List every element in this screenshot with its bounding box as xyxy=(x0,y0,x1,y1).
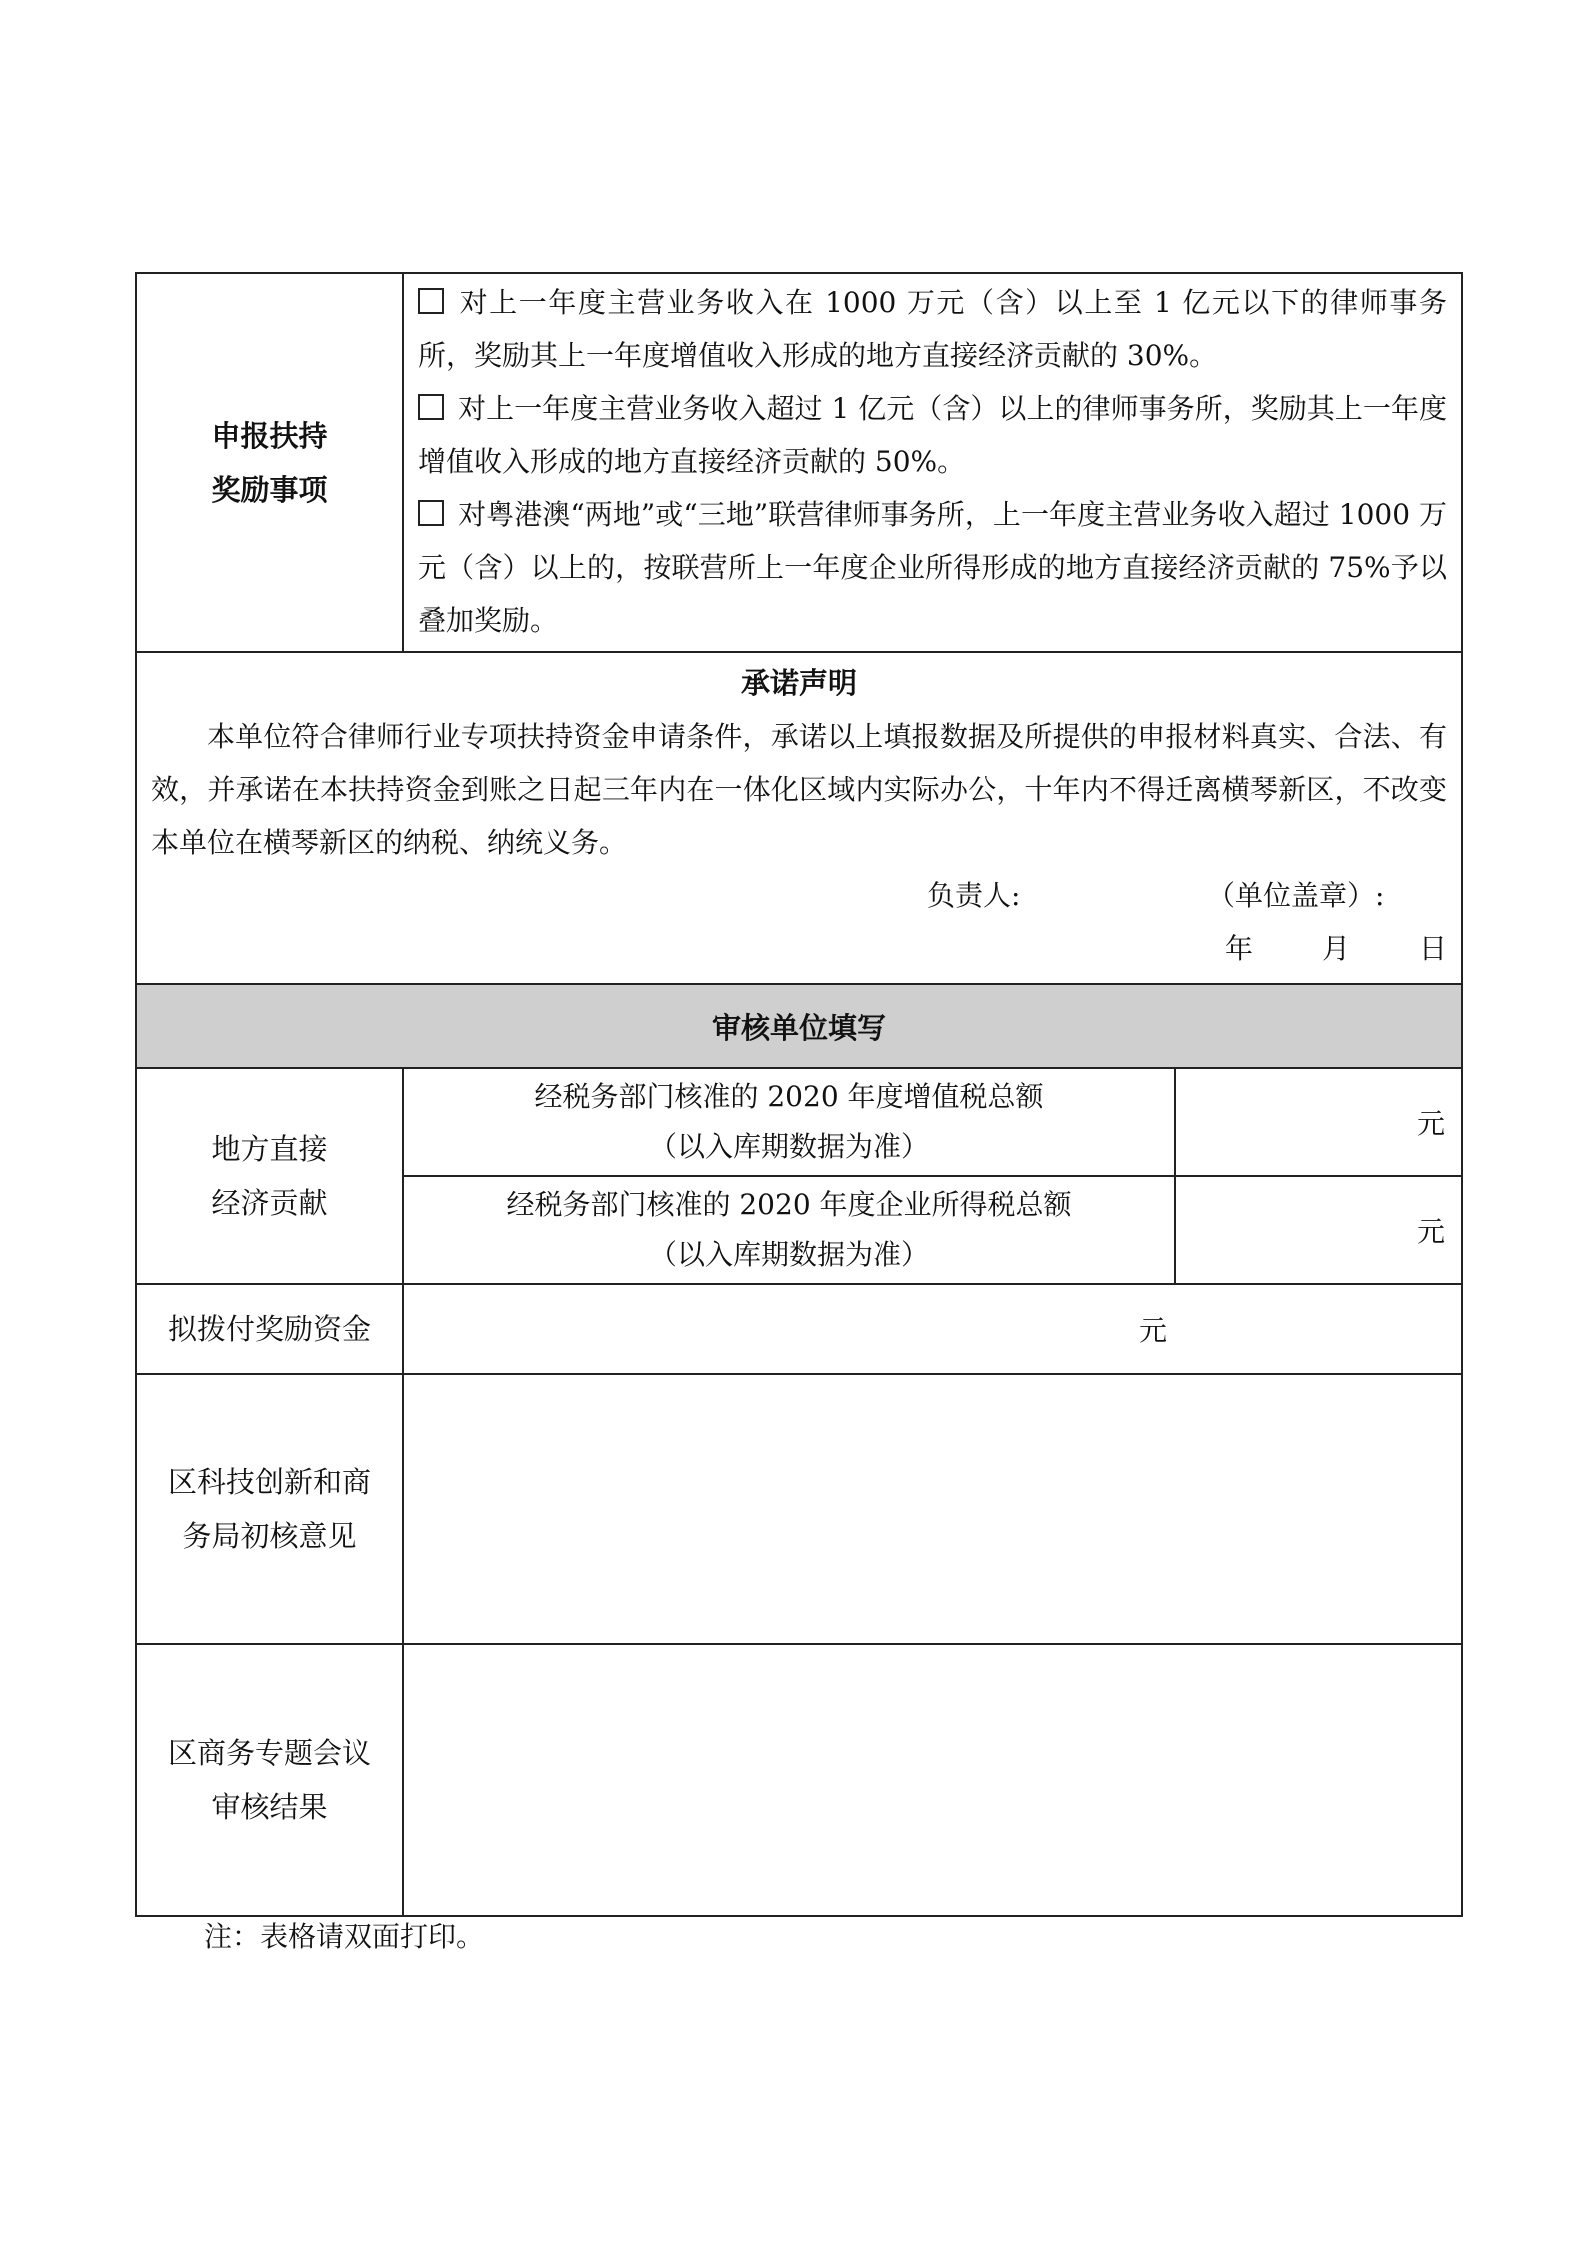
reward-fund-unit-wrap xyxy=(404,1309,1461,1349)
contribution-label-line2: 经济贡献 xyxy=(211,1186,328,1220)
reward-fund-unit: 元 xyxy=(1139,1314,1168,1347)
reward-fund-field[interactable] xyxy=(403,1284,1462,1374)
cit-line2: （以入库期数据为准） xyxy=(648,1238,929,1271)
review-header-row xyxy=(136,984,1462,1068)
vat-description xyxy=(403,1068,1175,1176)
meeting-review-label-line1: 区商务专题会议 xyxy=(167,1736,371,1770)
option-2 xyxy=(418,382,1447,488)
initial-review-label-line2: 务局初核意见 xyxy=(182,1519,357,1553)
pledge-body: 本单位符合律师行业专项扶持资金申请条件，承诺以上填报数据及所提供的申报材料真实、合法、有效，并承诺在本扶持资金到账之日起三年内在一体化区域内实际办公，十年内不得迁离横琴新区，不改变本单位在横琴新区的纳税、纳统义务。 xyxy=(151,720,1447,859)
signature-row xyxy=(151,869,1447,922)
contribution-label xyxy=(136,1068,403,1284)
apply-items-label-line1: 申报扶持 xyxy=(211,418,328,453)
vat-line2: （以入库期数据为准） xyxy=(648,1130,929,1163)
option-1 xyxy=(418,276,1447,382)
vat-row xyxy=(136,1068,1462,1176)
cit-amount-field[interactable] xyxy=(1175,1176,1462,1284)
option-3-text: 对粤港澳“两地”或“三地”联营律师事务所，上一年度主营业务收入超过 1000 万元（含）以上的，按联营所上一年度企业所得形成的地方直接经济贡献的 75%予以叠加奖励。 xyxy=(418,498,1447,637)
date-day: 日 xyxy=(1418,932,1447,965)
vat-unit: 元 xyxy=(1416,1107,1445,1140)
option-2-text: 对上一年度主营业务收入超过 1 亿元（含）以上的律师事务所，奖励其上一年度增值收入形成的地方直接经济贡献的 50%。 xyxy=(418,392,1447,478)
option-3 xyxy=(418,488,1447,647)
date-year: 年 xyxy=(1224,932,1253,965)
date-month: 月 xyxy=(1321,932,1350,965)
cit-unit: 元 xyxy=(1416,1215,1445,1248)
initial-review-row xyxy=(136,1374,1462,1644)
option-1-text: 对上一年度主营业务收入在 1000 万元（含）以上至 1 亿元以下的律师事务所，奖励其上一年度增值收入形成的地方直接经济贡献的 30%。 xyxy=(418,286,1447,372)
meeting-review-field[interactable] xyxy=(403,1644,1462,1916)
date-row xyxy=(151,922,1447,975)
option-2-checkbox[interactable] xyxy=(418,394,444,420)
pledge-row xyxy=(136,652,1462,984)
meeting-review-row xyxy=(136,1644,1462,1916)
unit-seal-label: （单位盖章）: xyxy=(1207,879,1385,912)
initial-review-label xyxy=(136,1374,403,1644)
apply-items-label-line2: 奖励事项 xyxy=(211,472,328,507)
vat-amount-field[interactable] xyxy=(1175,1068,1462,1176)
reward-fund-row xyxy=(136,1284,1462,1374)
apply-items-row xyxy=(136,273,1462,652)
meeting-review-label xyxy=(136,1644,403,1916)
footnote: 注：表格请双面打印。 xyxy=(204,1920,485,1953)
responsible-person-label: 负责人: xyxy=(927,879,1021,912)
vat-line1: 经税务部门核准的 2020 年度增值税总额 xyxy=(534,1080,1044,1113)
pledge-cell xyxy=(136,652,1462,984)
contribution-label-line1: 地方直接 xyxy=(211,1132,328,1166)
reward-fund-label: 拟拨付奖励资金 xyxy=(136,1284,403,1374)
cit-description xyxy=(403,1176,1175,1284)
option-1-checkbox[interactable] xyxy=(418,288,444,314)
form-table xyxy=(135,272,1463,1917)
review-header: 审核单位填写 xyxy=(136,984,1462,1068)
apply-items-options xyxy=(403,273,1462,652)
cit-line1: 经税务部门核准的 2020 年度企业所得税总额 xyxy=(506,1188,1072,1221)
application-form xyxy=(135,272,1461,1917)
meeting-review-label-line2: 审核结果 xyxy=(211,1790,328,1824)
apply-items-label xyxy=(136,273,403,652)
initial-review-label-line1: 区科技创新和商 xyxy=(167,1465,371,1499)
initial-review-field[interactable] xyxy=(403,1374,1462,1644)
option-3-checkbox[interactable] xyxy=(418,500,444,526)
pledge-title: 承诺声明 xyxy=(740,666,857,700)
